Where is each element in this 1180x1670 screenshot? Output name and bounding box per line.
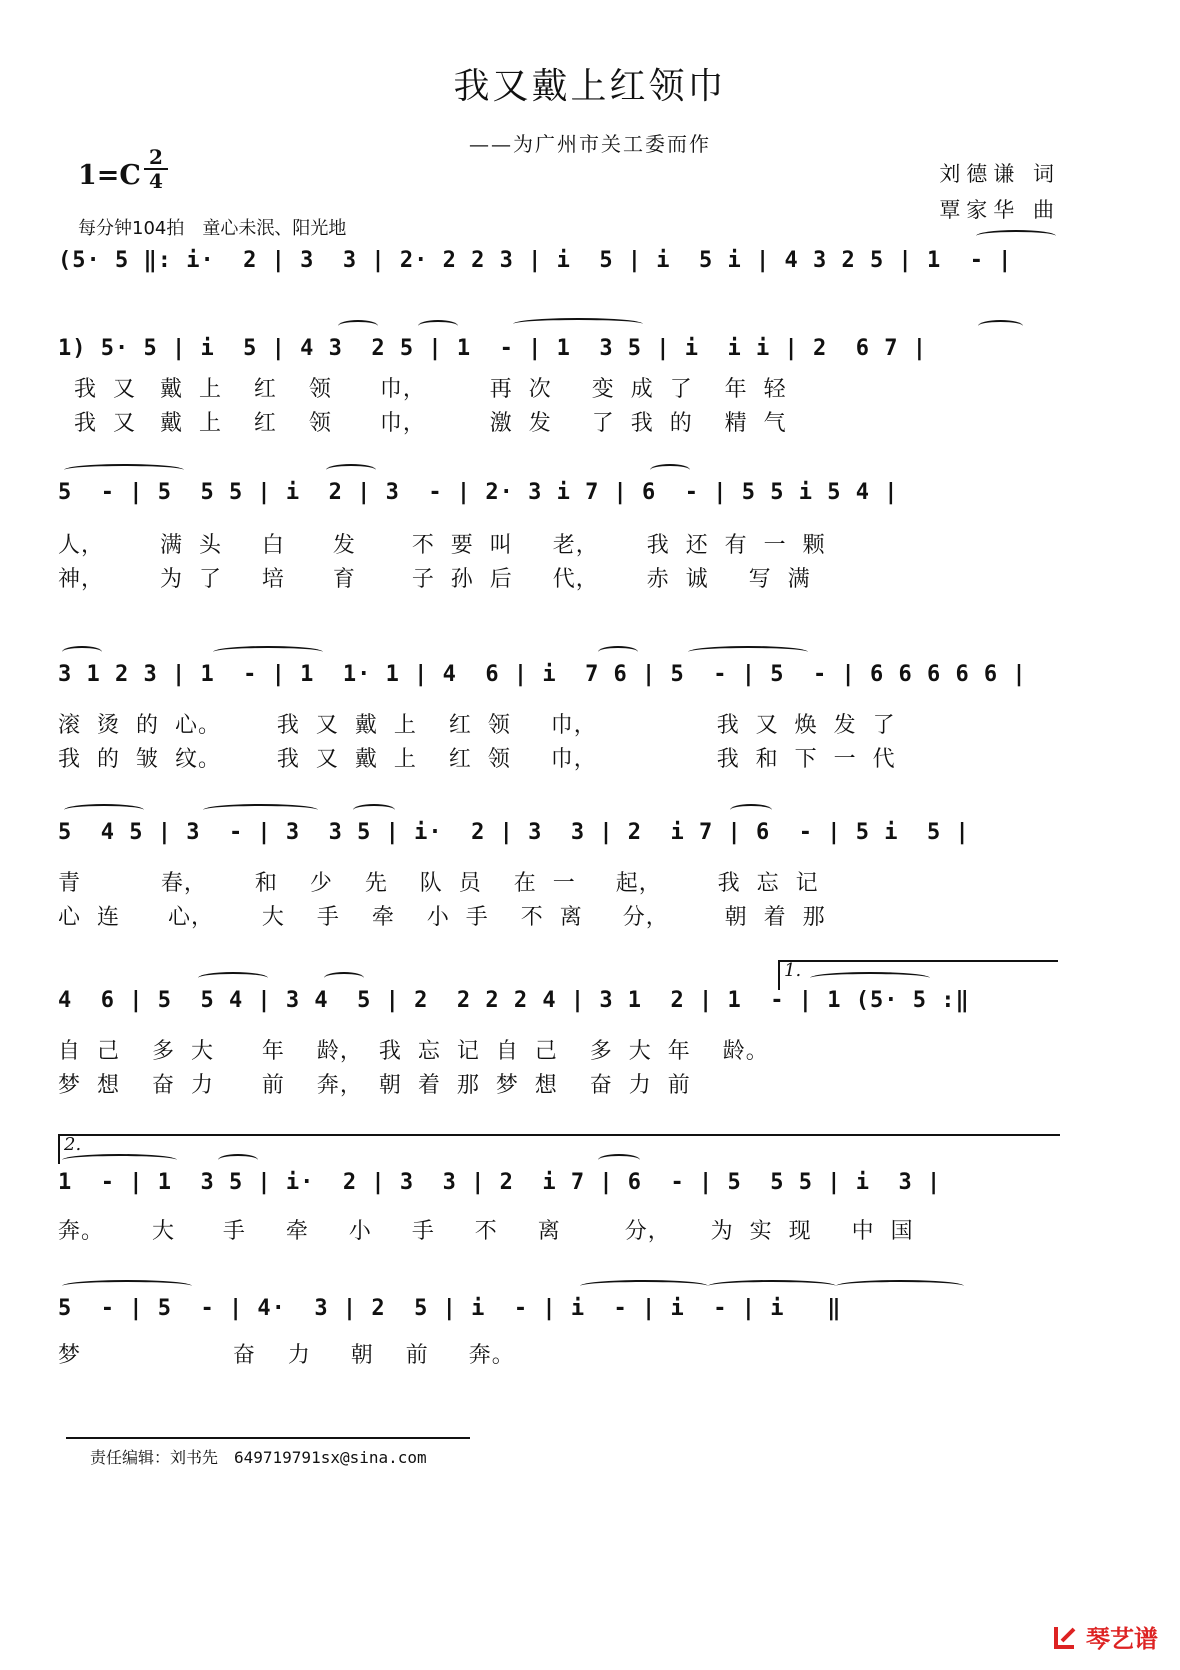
lyrics-verse-1: 滚 烫 的 心。 我 又 戴 上 红 领 巾， 我 又 焕 发 了 [58, 713, 896, 738]
music-system-3 [58, 462, 1118, 526]
music-system-7 [58, 1152, 1118, 1216]
music-system-1 [58, 230, 1118, 294]
slur [324, 972, 364, 984]
lyrics-verse-1: 人， 满 头 白 发 不 要 叫 老， 我 还 有 一 颗 [58, 533, 826, 558]
lyrics-verse-1: 奔。 大 手 牵 小 手 不 离 分， 为 实 现 中 国 [58, 1219, 914, 1244]
lyrics-verse-1: 梦 奋 力 朝 前 奔。 [58, 1343, 515, 1368]
time-signature-bottom: 4 [149, 169, 163, 193]
slur [203, 804, 318, 816]
lyrics-verse-2: 梦 想 奋 力 前 奔， 朝 着 那 梦 想 奋 力 前 [58, 1073, 691, 1098]
slur [198, 972, 268, 984]
notation-line: 5 - | 5 5 5 | i 2 | 3 - | 2· 3 i 7 | 6 - | 5 5 i 5 4 | [58, 480, 899, 505]
slur [62, 1280, 192, 1292]
slur [708, 1280, 836, 1292]
lyrics-verse-2: 心 连 心， 大 手 牵 小 手 不 离 分， 朝 着 那 [58, 905, 826, 930]
tempo-marking: 每分钟104拍 童心未泯、阳光地 [78, 218, 347, 239]
footer-divider [66, 1437, 470, 1439]
notation-line: 3 1 2 3 | 1 - | 1 1· 1 | 4 6 | i 7 6 | 5 - | 5 - | 6 6 6 6 6 | [58, 662, 1027, 687]
notation-line: 5 - | 5 - | 4· 3 | 2 5 | i - | i - | i - | i ‖ [58, 1296, 842, 1321]
lyricist-credit: 刘德谦 词 [939, 162, 1060, 186]
composer-credit: 覃家华 曲 [939, 198, 1060, 222]
first-ending-number: 1. [784, 960, 802, 981]
second-ending-number: 2. [64, 1134, 82, 1155]
slur [650, 464, 690, 476]
slur [978, 320, 1023, 332]
slur [326, 464, 376, 476]
time-signature-top: 2 [149, 145, 163, 169]
site-logo [1052, 1619, 1158, 1654]
music-system-4 [58, 644, 1118, 708]
slur [62, 1154, 177, 1166]
slur [213, 646, 323, 658]
slur [62, 646, 102, 658]
slur [810, 972, 930, 984]
time-signature [144, 146, 168, 192]
key-signature: 1=C [78, 160, 141, 191]
slur [64, 804, 144, 816]
notation-line: 4 6 | 5 5 4 | 3 4 5 | 2 2 2 2 4 | 3 1 2 | 1 - | 1 (5· 5 :‖ [58, 988, 970, 1013]
notation-line: 1 - | 1 3 5 | i· 2 | 3 3 | 2 i 7 | 6 - | 5 5 5 | i 3 | [58, 1170, 942, 1195]
slur [218, 1154, 258, 1166]
music-system-6 [58, 970, 1118, 1034]
lyrics-verse-2: 神， 为 了 培 育 子 孙 后 代， 赤 诚 写 满 [58, 567, 811, 592]
song-subtitle: ——为广州市关工委而作 [469, 132, 711, 156]
slur [353, 804, 395, 816]
slur [976, 230, 1056, 242]
editor-credit: 责任编辑：刘书先 649719791sx@sina.com [90, 1448, 427, 1467]
slur [64, 464, 184, 476]
slur [688, 646, 808, 658]
music-system-5 [58, 802, 1118, 866]
notation-line: 5 4 5 | 3 - | 3 3 5 | i· 2 | 3 3 | 2 i 7 | 6 - | 5 i 5 | [58, 820, 970, 845]
slur [598, 1154, 640, 1166]
slur [418, 320, 458, 332]
slur [836, 1280, 964, 1292]
slur [580, 1280, 708, 1292]
lyrics-verse-2: 我 又 戴 上 红 领 巾， 激 发 了 我 的 精 气 [58, 411, 787, 436]
song-title: 我又戴上红领巾 [453, 66, 727, 107]
slur [730, 804, 772, 816]
slur [513, 318, 643, 330]
lyrics-verse-1: 自 己 多 大 年 龄， 我 忘 记 自 己 多 大 年 龄。 [58, 1039, 769, 1064]
logo-text: 琴艺谱 [1086, 1625, 1158, 1653]
notation-line: 1) 5· 5 | i 5 | 4 3 2 5 | 1 - | 1 3 5 | i i i | 2 6 7 | [58, 336, 927, 361]
music-system-8 [58, 1278, 1118, 1342]
slur [598, 646, 638, 658]
slur [338, 320, 378, 332]
notation-line: (5· 5 ‖: i· 2 | 3 3 | 2· 2 2 3 | i 5 | i 5 i | 4 3 2 5 | 1 - | [58, 248, 1013, 273]
lyrics-verse-1: 我 又 戴 上 红 领 巾， 再 次 变 成 了 年 轻 [58, 377, 787, 402]
lyrics-verse-2: 我 的 皱 纹。 我 又 戴 上 红 领 巾， 我 和 下 一 代 [58, 747, 896, 772]
lyrics-verse-1: 青 春， 和 少 先 队 员 在 一 起， 我 忘 记 [58, 871, 819, 896]
logo-mark-icon [1052, 1623, 1080, 1651]
